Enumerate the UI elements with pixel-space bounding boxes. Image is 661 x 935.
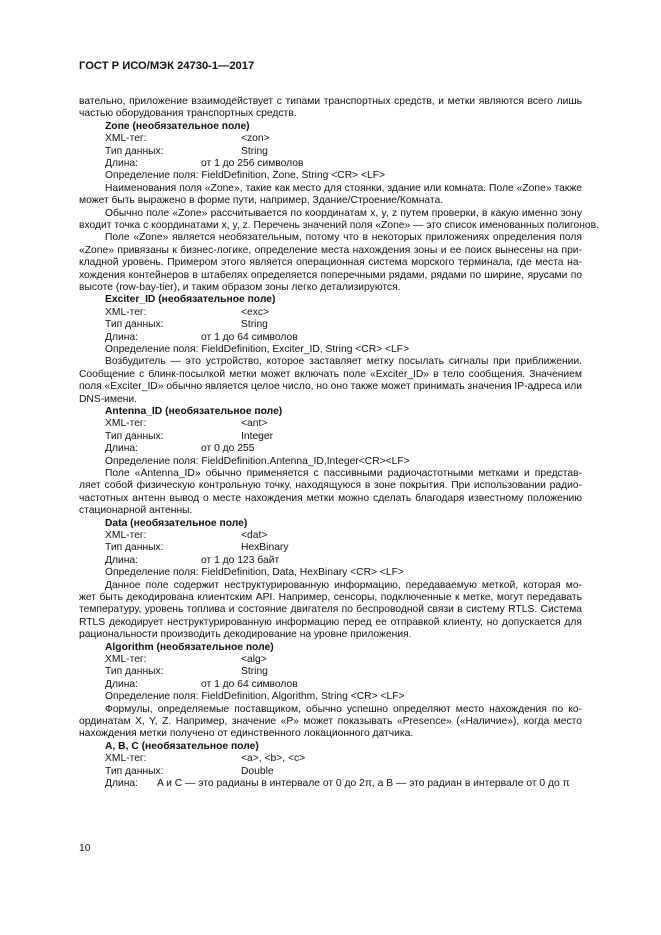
field-row xyxy=(79,778,582,790)
paragraph-line: Данное поле содержит неструктурированную информацию, передаваемую меткой, которая мо- xyxy=(105,579,582,591)
field-label: Тип данных: xyxy=(105,319,164,331)
field-value: String xyxy=(241,319,268,331)
paragraph-line: Сообщение с блинк-посылкой метки может включать поле «Exciter_ID» в тело сообщения. Значением xyxy=(79,368,582,380)
field-value: от 1 до 64 символов xyxy=(201,331,298,343)
paragraph-line: хождения контейнеров в штабелях определяется поперечными рядами, рядами по ширине, ярусами по xyxy=(79,269,582,281)
section-heading-data: Data (необязательное поле) xyxy=(105,517,248,529)
field-value: Double xyxy=(241,765,274,777)
field-row xyxy=(79,666,582,678)
field-value: <a>, <b>, <c> xyxy=(241,753,306,765)
field-label: Тип данных: xyxy=(105,430,164,442)
page-number: 10 xyxy=(79,843,91,854)
field-label: Тип данных: xyxy=(105,666,164,678)
field-value: от 1 до 123 байт xyxy=(201,554,280,566)
field-row xyxy=(79,530,582,542)
paragraph-line: ординатам X, Y, Z. Например, значение «P» может показывать «Presence» («Наличие»), когда место xyxy=(79,716,582,728)
field-label: Длина: xyxy=(105,778,139,790)
paragraph-line: частотных антенн вывод о месте нахождения метки можно сделать благодаря известному положению xyxy=(79,492,582,504)
paragraph-line: жет быть декодирована клиентским API. Например, сенсоры, подключенные к метке, могут передавать xyxy=(79,592,582,604)
field-row xyxy=(79,418,582,430)
section-heading-algorithm: Algorithm (необязательное поле) xyxy=(105,641,274,653)
section-heading-antenna: Antenna_ID (необязательное поле) xyxy=(105,406,283,418)
field-label: Длина: xyxy=(105,678,139,690)
paragraph-line: Формулы, определяемые поставщиком, обычно успешно определяют место нахождения по ко- xyxy=(105,703,582,715)
standard-header: ГОСТ Р ИСО/МЭК 24730-1—2017 xyxy=(79,60,255,72)
field-definition: Определение поля: FieldDefinition, Algorithm, String <CR> <LF> xyxy=(105,691,405,703)
section-heading-abc: A, B, C (необязательное поле) xyxy=(105,740,259,752)
paragraph-line: «Zone» привязаны к бизнес-логике, определение места нахождения зоны и ее поиск вынесены на при- xyxy=(79,244,582,256)
field-row xyxy=(79,555,582,567)
field-definition: Определение поля: FieldDefinition, Data, HexBinary <CR> <LF> xyxy=(105,567,404,579)
field-label: XML-тег: xyxy=(105,654,147,666)
field-label: Тип данных: xyxy=(105,542,164,554)
paragraph-line: частью оборудования транспортных средств. xyxy=(79,108,297,120)
paragraph-line: Поле «Antenna_ID» обычно применяется с пассивными радиочастотными метками и представ- xyxy=(105,468,582,480)
paragraph-line: рациональности производить декодирование на уровне приложения. xyxy=(79,629,412,641)
section-heading-zone: Zone (необязательное поле) xyxy=(105,120,250,132)
field-value: <zon> xyxy=(241,133,270,145)
field-value: <ant> xyxy=(241,418,268,430)
field-row xyxy=(79,753,582,765)
field-value: от 1 до 64 символов xyxy=(201,678,298,690)
field-label: Тип данных: xyxy=(105,145,164,157)
paragraph-line: входит точка с координатами x, y, z. Перечень значений поля «Zone» — это список именованных полигонов. xyxy=(79,220,599,232)
field-definition: Определение поля: FieldDefinition, Zone, String <CR> <LF> xyxy=(105,170,386,182)
paragraph-line: Возбудитель — это устройство, которое заставляет метку посылать сигналы при приближении. xyxy=(105,356,582,368)
field-row xyxy=(79,319,582,331)
paragraph-line: может быть выражено в форме пути, например, Здание/Строение/Комната. xyxy=(79,195,444,207)
field-label: XML-тег: xyxy=(105,306,147,318)
paragraph-line: поля «Exciter_ID» обычно является целое число, но оно также может принимать значения IP-адреса или xyxy=(79,381,582,393)
paragraph-line: DNS-имени. xyxy=(79,393,138,405)
paragraph-line: температуру, уровень топлива и состояние двигателя по беспроводной связи в систему RTLS. Система xyxy=(79,604,582,616)
paragraph-line: кладной уровень. Примером этого является операционная система морского терминала, где места на- xyxy=(79,257,582,269)
paragraph-line: вательно, приложение взаимодействует с типами транспортных средств, и метки являются всего лишь xyxy=(79,96,582,107)
field-value: <dat> xyxy=(241,530,268,542)
field-value: от 1 до 256 символов xyxy=(201,158,304,169)
field-row xyxy=(79,766,582,778)
paragraph-line: высоте (row-bay-tier), и таким образом зоны легко детализируются. xyxy=(79,282,401,294)
field-definition: Определение поля: FieldDefinition, Exciter_ID, String <CR> <LF> xyxy=(105,344,410,356)
field-label: XML-тег: xyxy=(105,133,147,145)
paragraph-line: стационарной антенны. xyxy=(79,505,193,517)
field-value: <alg> xyxy=(241,654,267,666)
field-row xyxy=(79,146,582,158)
field-value: <exc> xyxy=(241,306,270,318)
section-heading-exciter: Exciter_ID (необязательное поле) xyxy=(105,294,276,306)
field-value: от 0 до 255 xyxy=(201,443,255,455)
field-row xyxy=(79,332,582,344)
field-value: HexBinary xyxy=(241,542,289,554)
field-row xyxy=(79,133,582,145)
field-row xyxy=(79,443,582,455)
field-label: Тип данных: xyxy=(105,765,164,777)
field-value: String xyxy=(241,145,268,157)
paragraph-line: RTLS декодирует неструктурированную информацию перед ее отправкой клиенту, но допускается для xyxy=(79,616,582,628)
field-label: Длина: xyxy=(105,554,139,566)
field-value: A и C — это радианы в интервале от 0 до 2π, а B — это радиан в интервале от 0 до π xyxy=(157,778,570,790)
field-label: Длина: xyxy=(105,331,139,343)
field-label: Длина: xyxy=(105,443,139,455)
body-text xyxy=(79,96,599,790)
field-label: Длина: xyxy=(105,158,139,169)
field-row xyxy=(79,158,582,170)
field-row xyxy=(79,431,582,443)
field-label: XML-тег: xyxy=(105,753,147,765)
field-row xyxy=(79,307,582,319)
field-row xyxy=(79,654,582,666)
field-label: XML-тег: xyxy=(105,418,147,430)
paragraph-line: Обычно поле «Zone» рассчитывается по координатам x, y, z путем проверки, в какую именно зону xyxy=(105,207,582,219)
field-row xyxy=(79,542,582,554)
field-value: String xyxy=(241,666,268,678)
paragraph-line: Поле «Zone» является необязательным, потому что в некоторых приложениях определения поля xyxy=(105,232,582,244)
field-label: XML-тег: xyxy=(105,530,147,542)
field-definition: Определение поля: FieldDefinition.Antenna_ID,Integer<CR><LF> xyxy=(105,455,410,467)
field-value: Integer xyxy=(241,430,274,442)
paragraph-line: ляет собой физическую контрольную точку, находящуюся в зоне покрытия. При использовании радио- xyxy=(79,480,582,492)
paragraph-line: нахождения метки получено от единственного локационного датчика. xyxy=(79,728,414,740)
field-row xyxy=(79,679,582,691)
paragraph-line: Наименования поля «Zone», такие как место для стоянки, здание или комната. Поле «Zone» также xyxy=(105,182,582,194)
